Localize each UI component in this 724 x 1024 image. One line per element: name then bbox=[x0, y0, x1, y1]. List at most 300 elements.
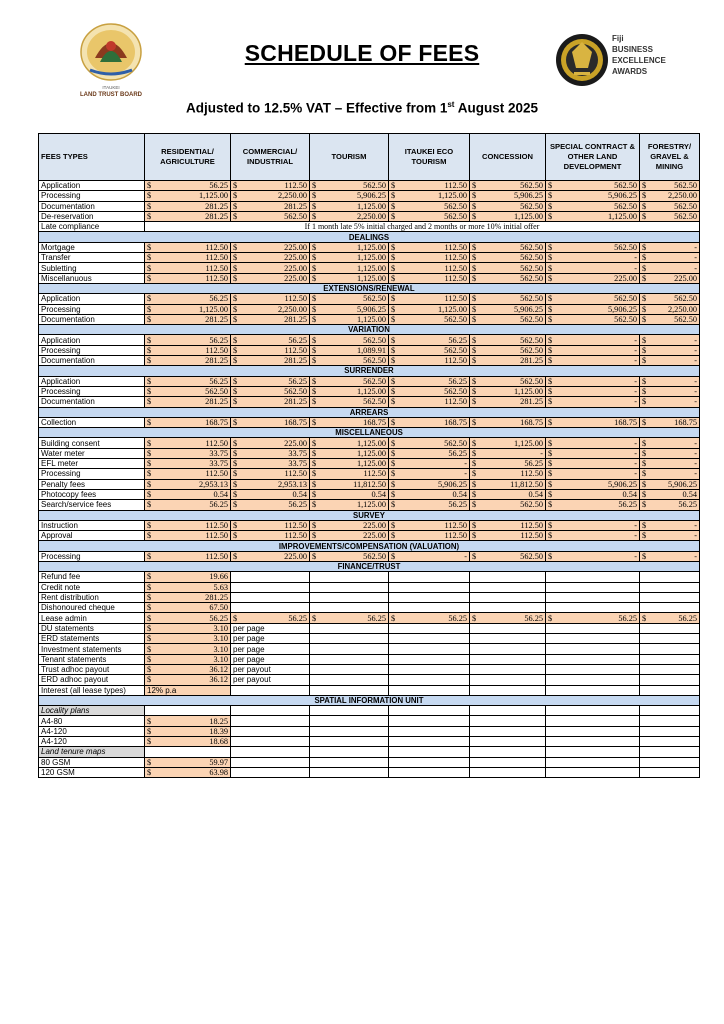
empty-cell bbox=[389, 726, 470, 736]
fee-amount: 56.25 bbox=[288, 613, 307, 623]
fee-amount: 562.50 bbox=[520, 294, 543, 304]
fee-amount: 67.50 bbox=[209, 603, 228, 613]
fee-amount: 168.75 bbox=[674, 417, 697, 427]
fee-amount: 5,906.25 bbox=[667, 479, 697, 489]
fee-cell bbox=[546, 386, 640, 396]
fee-type-label: De-reservation bbox=[39, 211, 145, 221]
currency-symbol: $ bbox=[233, 263, 238, 273]
fee-row bbox=[39, 211, 700, 221]
fee-amount: 112.50 bbox=[205, 551, 228, 561]
fee-amount: - bbox=[634, 345, 637, 355]
section-header-row bbox=[39, 695, 700, 705]
fee-cell bbox=[640, 242, 700, 252]
currency-symbol: $ bbox=[233, 376, 238, 386]
fee-cell bbox=[546, 469, 640, 479]
fee-amount: - bbox=[634, 397, 637, 407]
fee-cell bbox=[546, 520, 640, 530]
empty-cell bbox=[389, 623, 470, 633]
fee-cell bbox=[145, 201, 231, 211]
currency-symbol: $ bbox=[642, 304, 647, 314]
fee-cell bbox=[470, 242, 546, 252]
empty-cell bbox=[310, 706, 389, 716]
fee-cell bbox=[470, 253, 546, 263]
fee-cell bbox=[389, 386, 470, 396]
currency-symbol: $ bbox=[642, 253, 647, 263]
fee-row bbox=[39, 242, 700, 252]
currency-symbol: $ bbox=[391, 397, 396, 407]
finance-row bbox=[39, 634, 700, 644]
fee-cell bbox=[640, 294, 700, 304]
fee-amount: 5,906.25 bbox=[356, 191, 386, 201]
fee-type-label: A4-120 bbox=[39, 737, 145, 747]
fee-amount: 562.50 bbox=[284, 387, 307, 397]
fee-cell bbox=[389, 294, 470, 304]
currency-symbol: $ bbox=[147, 634, 152, 644]
fee-cell bbox=[640, 356, 700, 366]
currency-symbol: $ bbox=[391, 263, 396, 273]
currency-symbol: $ bbox=[147, 448, 152, 458]
empty-cell bbox=[310, 634, 389, 644]
fee-type-label: Late compliance bbox=[39, 222, 145, 232]
column-header-fees-types: FEES TYPES bbox=[39, 134, 145, 181]
empty-cell bbox=[389, 757, 470, 767]
fee-amount: 562.50 bbox=[520, 551, 543, 561]
fee-type-label: Transfer bbox=[39, 253, 145, 263]
currency-symbol: $ bbox=[642, 438, 647, 448]
empty-cell bbox=[310, 716, 389, 726]
fee-cell bbox=[310, 242, 389, 252]
fee-cell bbox=[546, 201, 640, 211]
empty-cell bbox=[310, 572, 389, 582]
currency-symbol: $ bbox=[642, 294, 647, 304]
empty-cell bbox=[389, 572, 470, 582]
empty-cell bbox=[546, 634, 640, 644]
fee-row bbox=[39, 263, 700, 273]
currency-symbol: $ bbox=[391, 448, 396, 458]
section-title: SPATIAL INFORMATION UNIT bbox=[39, 695, 700, 705]
currency-symbol: $ bbox=[642, 448, 647, 458]
fee-amount: 112.50 bbox=[520, 531, 543, 541]
currency-symbol: $ bbox=[147, 387, 152, 397]
fee-cell bbox=[231, 201, 310, 211]
fee-cell bbox=[389, 551, 470, 561]
fee-amount: 5,906.25 bbox=[607, 191, 637, 201]
fee-amount: 112.50 bbox=[444, 356, 467, 366]
currency-symbol: $ bbox=[548, 191, 553, 201]
fee-amount: 562.50 bbox=[520, 335, 543, 345]
currency-symbol: $ bbox=[233, 397, 238, 407]
fee-amount: 56.25 bbox=[209, 376, 228, 386]
currency-symbol: $ bbox=[642, 263, 647, 273]
finance-row bbox=[39, 757, 700, 767]
currency-symbol: $ bbox=[548, 397, 553, 407]
fee-amount: 225.00 bbox=[284, 253, 307, 263]
fee-cell bbox=[470, 294, 546, 304]
currency-symbol: $ bbox=[312, 376, 317, 386]
currency-symbol: $ bbox=[642, 613, 647, 623]
fee-amount: 1,125.00 bbox=[356, 459, 386, 469]
fee-amount: 112.50 bbox=[444, 531, 467, 541]
fee-amount: 33.75 bbox=[209, 448, 228, 458]
fee-row bbox=[39, 181, 700, 191]
fee-amount: 562.50 bbox=[674, 181, 697, 191]
empty-cell bbox=[310, 747, 389, 757]
fee-amount: 225.00 bbox=[284, 438, 307, 448]
currency-symbol: $ bbox=[233, 417, 238, 427]
finance-row bbox=[39, 654, 700, 664]
fee-cell bbox=[470, 469, 546, 479]
fee-amount: - bbox=[694, 551, 697, 561]
fee-amount: 562.50 bbox=[520, 273, 543, 283]
fee-amount: 2,250.00 bbox=[356, 212, 386, 222]
fee-amount: 562.50 bbox=[674, 294, 697, 304]
currency-symbol: $ bbox=[472, 438, 477, 448]
fee-amount: 281.25 bbox=[205, 593, 228, 603]
fee-row bbox=[39, 448, 700, 458]
fee-amount: - bbox=[634, 263, 637, 273]
currency-symbol: $ bbox=[312, 387, 317, 397]
fee-row bbox=[39, 191, 700, 201]
currency-symbol: $ bbox=[548, 212, 553, 222]
fee-amount: 562.50 bbox=[614, 294, 637, 304]
fee-amount: 112.50 bbox=[444, 520, 467, 530]
fee-cell bbox=[231, 263, 310, 273]
fee-amount: 56.25 bbox=[209, 181, 228, 191]
currency-symbol: $ bbox=[233, 459, 238, 469]
fee-cell bbox=[145, 644, 231, 654]
fee-amount: - bbox=[634, 253, 637, 263]
section-header-row bbox=[39, 325, 700, 335]
currency-symbol: $ bbox=[472, 201, 477, 211]
empty-cell bbox=[546, 603, 640, 613]
fee-amount: 56.25 bbox=[288, 500, 307, 510]
currency-symbol: $ bbox=[147, 181, 152, 191]
fee-amount: 281.25 bbox=[205, 201, 228, 211]
fee-cell bbox=[145, 716, 231, 726]
fee-amount: 1,089.91 bbox=[356, 345, 386, 355]
fee-cell bbox=[640, 500, 700, 510]
fee-cell bbox=[640, 438, 700, 448]
currency-symbol: $ bbox=[548, 294, 553, 304]
fee-amount: - bbox=[694, 242, 697, 252]
fee-cell bbox=[470, 304, 546, 314]
empty-cell bbox=[470, 706, 546, 716]
empty-cell bbox=[470, 726, 546, 736]
currency-symbol: $ bbox=[312, 490, 317, 500]
fee-row bbox=[39, 469, 700, 479]
fee-amount: - bbox=[694, 469, 697, 479]
fee-amount: 63.98 bbox=[209, 768, 228, 778]
currency-symbol: $ bbox=[391, 551, 396, 561]
currency-symbol: $ bbox=[548, 520, 553, 530]
fee-cell bbox=[310, 469, 389, 479]
fiji-business-excellence-awards-logo bbox=[556, 28, 676, 96]
fee-cell bbox=[389, 469, 470, 479]
currency-symbol: $ bbox=[472, 490, 477, 500]
currency-symbol: $ bbox=[472, 315, 477, 324]
currency-symbol: $ bbox=[233, 335, 238, 345]
fee-amount: 112.50 bbox=[444, 273, 467, 283]
currency-symbol: $ bbox=[233, 551, 238, 561]
fee-unit-note bbox=[231, 592, 310, 602]
fee-cell bbox=[231, 181, 310, 191]
fee-amount: 225.00 bbox=[284, 263, 307, 273]
fee-type-label: A4-80 bbox=[39, 716, 145, 726]
fee-amount: 112.50 bbox=[444, 181, 467, 191]
fee-cell bbox=[470, 551, 546, 561]
currency-symbol: $ bbox=[391, 201, 396, 211]
fee-type-label: Documentation bbox=[39, 356, 145, 366]
fee-amount: 562.50 bbox=[363, 551, 386, 561]
currency-symbol: $ bbox=[472, 273, 477, 283]
fee-cell bbox=[231, 314, 310, 324]
currency-symbol: $ bbox=[548, 459, 553, 469]
fee-amount: 0.54 bbox=[213, 490, 228, 500]
fee-amount: 281.25 bbox=[520, 356, 543, 366]
fee-type-label: Application bbox=[39, 294, 145, 304]
finance-row bbox=[39, 737, 700, 747]
fee-amount: 168.75 bbox=[284, 417, 307, 427]
empty-cell bbox=[640, 767, 700, 777]
fee-amount: 562.50 bbox=[674, 201, 697, 211]
fee-cell bbox=[546, 304, 640, 314]
fee-amount: 562.50 bbox=[520, 263, 543, 273]
fee-cell bbox=[145, 634, 231, 644]
fee-cell bbox=[145, 181, 231, 191]
empty-cell bbox=[310, 592, 389, 602]
fee-type-label: Processing bbox=[39, 551, 145, 561]
fee-cell bbox=[640, 191, 700, 201]
currency-symbol: $ bbox=[391, 613, 396, 623]
currency-symbol: $ bbox=[147, 726, 152, 736]
fee-amount: 33.75 bbox=[288, 459, 307, 469]
fee-cell bbox=[145, 592, 231, 602]
fee-unit-note bbox=[231, 767, 310, 777]
currency-symbol: $ bbox=[147, 654, 152, 664]
fee-amount: 56.25 bbox=[448, 448, 467, 458]
currency-symbol: $ bbox=[642, 500, 647, 510]
fee-amount: 33.75 bbox=[288, 448, 307, 458]
fee-row bbox=[39, 459, 700, 469]
empty-cell bbox=[310, 685, 389, 695]
empty-cell bbox=[546, 726, 640, 736]
fee-amount: - bbox=[634, 387, 637, 397]
currency-symbol: $ bbox=[312, 315, 317, 324]
empty-cell bbox=[470, 685, 546, 695]
fee-amount: 56.25 bbox=[288, 335, 307, 345]
currency-symbol: $ bbox=[312, 531, 317, 541]
fee-amount: - bbox=[694, 520, 697, 530]
fee-type-label: Documentation bbox=[39, 201, 145, 211]
fee-cell bbox=[145, 345, 231, 355]
currency-symbol: $ bbox=[548, 263, 553, 273]
fee-cell bbox=[310, 304, 389, 314]
empty-cell bbox=[310, 726, 389, 736]
currency-symbol: $ bbox=[642, 201, 647, 211]
fee-cell bbox=[546, 500, 640, 510]
empty-cell bbox=[231, 747, 310, 757]
fees-table-body bbox=[39, 181, 700, 778]
currency-symbol: $ bbox=[642, 479, 647, 489]
fee-amount: 1,125.00 bbox=[356, 438, 386, 448]
left-logo-caption: LAND TRUST BOARD bbox=[80, 92, 142, 98]
fee-cell bbox=[389, 242, 470, 252]
currency-symbol: $ bbox=[472, 500, 477, 510]
fee-amount: 1,125.00 bbox=[356, 263, 386, 273]
fee-amount: 168.75 bbox=[444, 417, 467, 427]
fee-amount: 112.50 bbox=[284, 294, 307, 304]
fee-amount: - bbox=[694, 356, 697, 366]
fee-cell bbox=[389, 531, 470, 541]
currency-symbol: $ bbox=[472, 242, 477, 252]
fee-amount: 281.25 bbox=[520, 397, 543, 407]
currency-symbol: $ bbox=[312, 448, 317, 458]
fee-amount: 112.50 bbox=[205, 469, 228, 479]
currency-symbol: $ bbox=[472, 520, 477, 530]
currency-symbol: $ bbox=[147, 479, 152, 489]
empty-cell bbox=[546, 706, 640, 716]
currency-symbol: $ bbox=[233, 212, 238, 222]
fee-type-label: Approval bbox=[39, 531, 145, 541]
currency-symbol: $ bbox=[147, 469, 152, 479]
currency-symbol: $ bbox=[548, 273, 553, 283]
fee-cell bbox=[389, 479, 470, 489]
fee-amount: 168.75 bbox=[520, 417, 543, 427]
fee-cell bbox=[145, 531, 231, 541]
currency-symbol: $ bbox=[472, 613, 477, 623]
fee-type-label: Documentation bbox=[39, 314, 145, 324]
fee-amount: - bbox=[694, 438, 697, 448]
fee-amount: 1,125.00 bbox=[198, 304, 228, 314]
fee-amount: 56.25 bbox=[209, 294, 228, 304]
currency-symbol: $ bbox=[233, 613, 238, 623]
currency-symbol: $ bbox=[147, 201, 152, 211]
fee-cell bbox=[145, 417, 231, 427]
empty-cell bbox=[546, 757, 640, 767]
fee-amount: 5,906.25 bbox=[513, 304, 543, 314]
currency-symbol: $ bbox=[312, 212, 317, 222]
currency-symbol: $ bbox=[642, 242, 647, 252]
currency-symbol: $ bbox=[472, 479, 477, 489]
fee-row bbox=[39, 397, 700, 407]
currency-symbol: $ bbox=[642, 490, 647, 500]
column-header-tourism: TOURISM bbox=[310, 134, 389, 181]
fee-amount: 2,250.00 bbox=[277, 304, 307, 314]
fee-cell bbox=[389, 191, 470, 201]
fee-amount: 3.10 bbox=[213, 654, 228, 664]
fee-amount: 0.54 bbox=[452, 490, 467, 500]
fee-amount: 11,812.50 bbox=[353, 479, 386, 489]
fee-cell bbox=[470, 489, 546, 499]
currency-symbol: $ bbox=[147, 191, 152, 201]
fee-amount: 5,906.25 bbox=[607, 479, 637, 489]
currency-symbol: $ bbox=[147, 582, 152, 592]
fee-cell bbox=[470, 448, 546, 458]
fee-cell bbox=[546, 531, 640, 541]
fee-amount: 18.68 bbox=[209, 737, 228, 747]
fee-cell bbox=[231, 211, 310, 221]
section-title: VARIATION bbox=[39, 325, 700, 335]
finance-row bbox=[39, 726, 700, 736]
empty-cell bbox=[640, 664, 700, 674]
fee-row bbox=[39, 314, 700, 324]
fee-cell bbox=[470, 263, 546, 273]
fee-row bbox=[39, 335, 700, 345]
fee-amount: 562.50 bbox=[444, 387, 467, 397]
fee-amount: 1,125.00 bbox=[607, 212, 637, 222]
fee-type-label: ERD statements bbox=[39, 634, 145, 644]
empty-cell bbox=[546, 716, 640, 726]
fee-cell bbox=[640, 345, 700, 355]
empty-cell bbox=[310, 623, 389, 633]
currency-symbol: $ bbox=[147, 500, 152, 510]
fee-amount: 56.25 bbox=[524, 459, 543, 469]
section-header-row bbox=[39, 510, 700, 520]
fee-amount: 562.50 bbox=[520, 315, 543, 324]
fee-row bbox=[39, 273, 700, 283]
fee-amount: 112.50 bbox=[284, 469, 307, 479]
currency-symbol: $ bbox=[391, 500, 396, 510]
fee-type-label: Application bbox=[39, 335, 145, 345]
empty-cell bbox=[310, 664, 389, 674]
fee-cell bbox=[145, 273, 231, 283]
fee-cell bbox=[145, 191, 231, 201]
currency-symbol: $ bbox=[147, 613, 152, 623]
fee-cell bbox=[640, 201, 700, 211]
fee-cell bbox=[470, 335, 546, 345]
currency-symbol: $ bbox=[472, 417, 477, 427]
fee-amount: 562.50 bbox=[520, 253, 543, 263]
fee-cell bbox=[389, 397, 470, 407]
currency-symbol: $ bbox=[472, 294, 477, 304]
fee-cell bbox=[145, 469, 231, 479]
fee-cell bbox=[470, 356, 546, 366]
fee-amount: - bbox=[634, 520, 637, 530]
fee-cell bbox=[231, 531, 310, 541]
currency-symbol: $ bbox=[147, 335, 152, 345]
section-header-row bbox=[39, 561, 700, 571]
currency-symbol: $ bbox=[147, 623, 152, 633]
fee-amount: 168.75 bbox=[614, 417, 637, 427]
section-title: FINANCE/TRUST bbox=[39, 561, 700, 571]
fee-cell bbox=[145, 376, 231, 386]
fee-cell bbox=[389, 181, 470, 191]
fee-type-label: Instruction bbox=[39, 520, 145, 530]
fee-type-label: Building consent bbox=[39, 438, 145, 448]
fee-amount: - bbox=[694, 263, 697, 273]
currency-symbol: $ bbox=[548, 253, 553, 263]
fee-cell bbox=[640, 386, 700, 396]
empty-cell bbox=[546, 737, 640, 747]
fee-amount: 56.25 bbox=[524, 613, 543, 623]
currency-symbol: $ bbox=[147, 345, 152, 355]
fee-cell bbox=[470, 438, 546, 448]
fee-unit-note: per page bbox=[231, 644, 310, 654]
fee-cell bbox=[145, 489, 231, 499]
section-title: IMPROVEMENTS/COMPENSATION (VALUATION) bbox=[39, 541, 700, 551]
fee-cell bbox=[640, 489, 700, 499]
currency-symbol: $ bbox=[391, 181, 396, 191]
currency-symbol: $ bbox=[312, 294, 317, 304]
fee-cell bbox=[640, 613, 700, 623]
fee-cell bbox=[231, 613, 310, 623]
fee-amount: 33.75 bbox=[209, 459, 228, 469]
fee-amount: 225.00 bbox=[284, 242, 307, 252]
currency-symbol: $ bbox=[147, 376, 152, 386]
fee-cell bbox=[470, 479, 546, 489]
fee-row bbox=[39, 613, 700, 623]
currency-symbol: $ bbox=[147, 397, 152, 407]
